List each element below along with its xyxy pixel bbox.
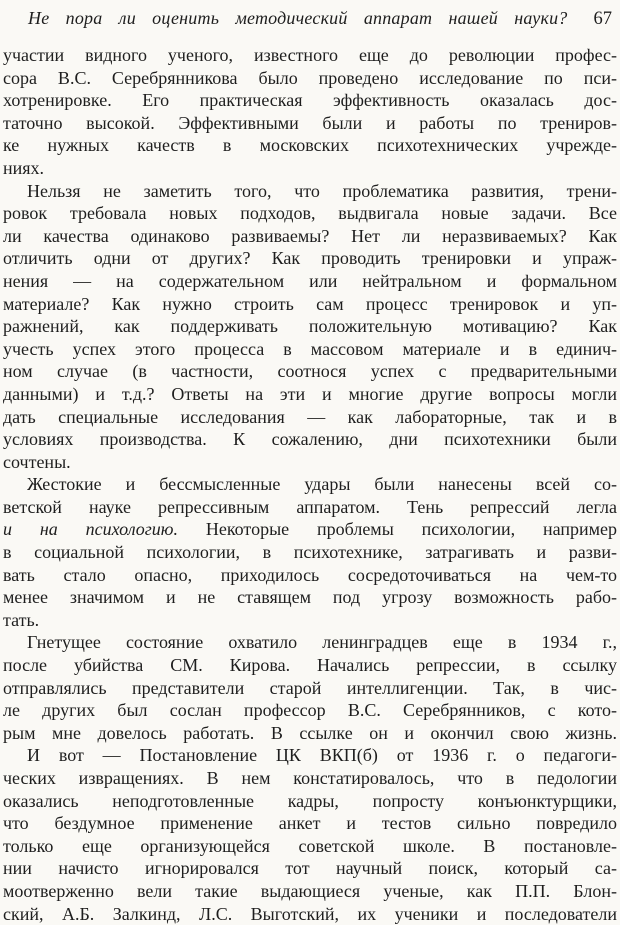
- text-line: сочтены.: [3, 451, 71, 472]
- text-line: ветской науке репрессивным аппаратом. Тень репрессий легла: [3, 496, 617, 517]
- text-line: оказались неподготовленные кадры, попросту конъюнктурщики,: [3, 790, 617, 811]
- text-line: отправлялись представители старой интеллигенции. Так, в чис-: [3, 677, 617, 698]
- text-line: вать стало опасно, приходилось сосредоточиваться на чем-то: [3, 564, 617, 585]
- text-line: нии начисто игнорировался тот научный поиск, который са-: [3, 858, 617, 879]
- running-title: Не пора ли оценить методический аппарат нашей науки?: [28, 8, 568, 28]
- text-line: ниях.: [3, 157, 45, 178]
- text-line: ли качества одинаково развиваемы? Нет ли неразвиваемых? Как: [3, 225, 617, 246]
- paragraph: [3, 744, 617, 925]
- paragraph: [3, 631, 617, 744]
- paragraph: [3, 44, 617, 180]
- text-line: ле других был сослан профессор В.С. Серебрянников, с кото-: [3, 700, 617, 721]
- text-line: дать специальные исследования — как лабораторные, так и в: [3, 406, 617, 427]
- text-line: сора В.С. Серебрянникова было проведено исследование по пси-: [3, 67, 617, 88]
- text-line: моотверженно вели такие выдающиеся ученые, как П.П. Блон-: [3, 880, 617, 901]
- text-line: и на психологию. Некоторые проблемы психологии, например: [3, 519, 617, 540]
- text-line: таточно высокой. Эффективными были и работы по трениров-: [3, 112, 617, 133]
- text-line: условиях производства. К сожалению, дни психотехники были: [3, 429, 617, 450]
- text-line: нения — на содержательном или нейтральном и формальном: [3, 270, 617, 291]
- text-line: ский, А.Б. Залкинд, Л.С. Выготский, их ученики и последователи: [3, 903, 617, 924]
- italic-phrase: и на психологию.: [3, 519, 178, 540]
- text-line: ном случае (в частности, соотнося успех с предварительными: [3, 361, 617, 382]
- text-line: учесть успех этого процесса в массовом материале и в единич-: [3, 338, 617, 359]
- text-line: рым мне довелось работать. В ссылке он и окончил свою жизнь.: [3, 722, 617, 743]
- paragraph: [3, 473, 617, 631]
- text-line: что бездумное применение анкет и тестов сильно повредило: [3, 813, 617, 834]
- text-line: в социальной психологии, в психотехнике, затрагивать и разви-: [3, 542, 617, 563]
- text-line: Гнетущее состояние охватило ленинградцев еще в 1934 г.,: [27, 632, 617, 653]
- text-line: только еще организующейся советской школе. В постановле-: [3, 835, 617, 856]
- text-line: тать.: [3, 609, 40, 630]
- text-line: ражнений, как поддерживать положительную мотивацию? Как: [3, 316, 617, 337]
- text-line: участии видного ученого, известного еще до революции профес-: [3, 45, 617, 65]
- running-header: [0, 0, 620, 30]
- text-line: ровок требовала новых подходов, выдвигала новые задачи. Все: [3, 203, 617, 224]
- text-line: менее значимом и не ставящем под угрозу возможность рабо-: [3, 587, 617, 608]
- text-line: данными) и т.д.? Ответы на эти и многие другие вопросы могли: [3, 383, 617, 404]
- text-line: после убийства СМ. Кирова. Начались репрессии, в ссылку: [3, 655, 617, 676]
- text-line: ке нужных качеств в московских психотехнических учрежде-: [3, 135, 617, 156]
- page-body: [0, 44, 620, 925]
- text-line: И вот — Постановление ЦК ВКП(б) от 1936 г. о педагоги-: [27, 745, 617, 766]
- text-line: ческих извращениях. В нем констатировалось, что в педологии: [3, 768, 617, 788]
- text-line: материале? Как нужно строить сам процесс тренировок и уп-: [3, 293, 617, 314]
- paragraph: [3, 180, 617, 474]
- text-line: хотренировке. Его практическая эффективность оказалась дос-: [3, 90, 617, 111]
- page-number: 67: [593, 9, 612, 29]
- text-line: отличить одни от других? Как проводить тренировки и упраж-: [3, 248, 617, 269]
- text-line: Жестокие и бессмысленные удары были нанесены всей со-: [27, 474, 617, 495]
- text-line: Нельзя не заметить того, что проблематика развития, трени-: [27, 180, 617, 201]
